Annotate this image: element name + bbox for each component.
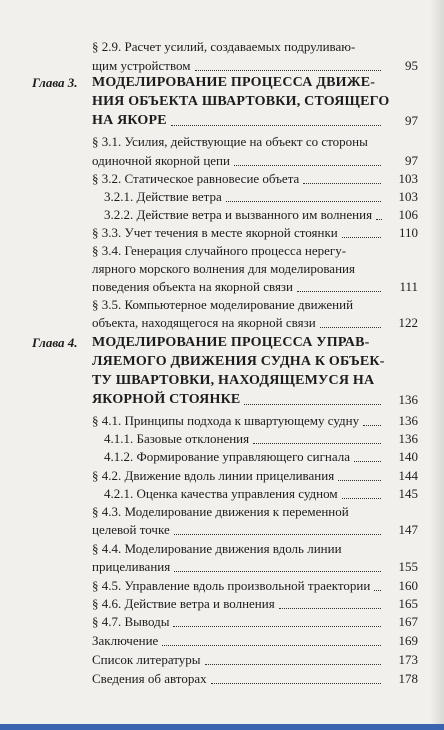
dot-leader bbox=[234, 164, 381, 166]
chapter-title-line bbox=[92, 112, 384, 130]
page-number: 140 bbox=[398, 449, 418, 464]
entry-text: § 3.3. Учет течения в месте якорной стоянки bbox=[92, 225, 338, 240]
entry-title-line bbox=[92, 296, 418, 314]
entry-text: поведения объекта на якорной связи bbox=[92, 279, 294, 294]
page-number: 147 bbox=[398, 522, 418, 537]
page-number: 122 bbox=[398, 315, 418, 330]
entry-title-line bbox=[92, 632, 384, 650]
page-number: 103 bbox=[398, 171, 418, 186]
entry-title-line bbox=[104, 430, 384, 448]
page-number: 136 bbox=[398, 431, 418, 446]
entry-text: § 4.5. Управление вдоль произвольной траектории bbox=[92, 578, 371, 593]
dot-leader bbox=[253, 442, 381, 444]
entry-title-line bbox=[92, 38, 418, 56]
entry-title-line bbox=[92, 260, 418, 278]
entry-text: 3.2.1. Действие ветра bbox=[104, 189, 222, 204]
entry-title-line bbox=[92, 521, 384, 539]
chapter-title-line bbox=[92, 93, 418, 111]
entry-title-line bbox=[92, 503, 418, 521]
page-number: 160 bbox=[398, 578, 418, 593]
dot-leader bbox=[171, 124, 381, 126]
entry-text: § 3.2. Статическое равновесие объета bbox=[92, 171, 300, 186]
entry-title-line bbox=[92, 613, 384, 631]
dot-leader bbox=[363, 424, 381, 426]
entry-text: Список литературы bbox=[92, 652, 201, 667]
page-number: 111 bbox=[399, 279, 418, 294]
dot-leader bbox=[376, 218, 382, 220]
dot-leader bbox=[174, 570, 381, 572]
entry-text: ТУ ШВАРТОВКИ, НАХОДЯЩЕМУСЯ НА bbox=[92, 373, 375, 388]
entry-title-line bbox=[104, 188, 384, 206]
dot-leader bbox=[342, 497, 381, 499]
dot-leader bbox=[374, 589, 381, 591]
entry-text: Заключение bbox=[92, 633, 159, 648]
entry-title-line bbox=[92, 540, 418, 558]
entry-text: § 4.2. Движение вдоль линии прицеливания bbox=[92, 468, 335, 483]
entry-text: § 4.4. Моделирование движения вдоль линии bbox=[92, 541, 342, 556]
entry-text: МОДЕЛИРОВАНИЕ ПРОЦЕССА УПРАВ- bbox=[92, 335, 370, 350]
dot-leader bbox=[297, 290, 381, 292]
entry-text: объекта, находящегося на якорной связи bbox=[92, 315, 316, 330]
dot-leader bbox=[320, 326, 381, 328]
entry-title-line bbox=[104, 485, 384, 503]
dot-leader bbox=[174, 533, 381, 535]
entry-text: лярного морского волнения для моделирования bbox=[92, 261, 355, 276]
chapter-title-line bbox=[92, 334, 418, 352]
chapter-title-line bbox=[92, 74, 418, 92]
page-number: 145 bbox=[398, 486, 418, 501]
entry-text: § 3.1. Усилия, действующие на объект со стороны bbox=[92, 134, 368, 149]
dot-leader bbox=[195, 69, 382, 71]
page-number: 110 bbox=[398, 225, 418, 240]
dot-leader bbox=[354, 460, 381, 462]
entry-text: Сведения об авторах bbox=[92, 671, 207, 686]
page-number: 173 bbox=[398, 652, 418, 667]
page-number: 144 bbox=[398, 468, 418, 483]
dot-leader bbox=[211, 682, 381, 684]
chapter-title-line bbox=[92, 372, 418, 390]
entry-title-line bbox=[92, 651, 384, 669]
entry-title-line bbox=[92, 467, 384, 485]
entry-title-line bbox=[104, 448, 384, 466]
page-edge-shadow bbox=[430, 0, 444, 730]
entry-text: 4.1.2. Формирование управляющего сигнала bbox=[104, 449, 350, 464]
page-number: 169 bbox=[398, 633, 418, 648]
entry-text: 4.2.1. Оценка качества управления судном bbox=[104, 486, 338, 501]
entry-title-line bbox=[92, 170, 384, 188]
entry-text: 4.1.1. Базовые отклонения bbox=[104, 431, 250, 446]
dot-leader bbox=[226, 200, 381, 202]
entry-title-line bbox=[92, 412, 384, 430]
entry-title-line bbox=[104, 206, 384, 224]
entry-text: НА ЯКОРЕ bbox=[92, 113, 167, 128]
page-number: 167 bbox=[398, 614, 418, 629]
chapter-title-line bbox=[92, 353, 418, 371]
dot-leader bbox=[342, 236, 381, 238]
entry-title-line bbox=[92, 224, 384, 242]
dot-leader bbox=[338, 479, 381, 481]
page-number: 178 bbox=[398, 671, 418, 686]
page-number: 136 bbox=[398, 392, 418, 407]
entry-text: НИЯ ОБЪЕКТА ШВАРТОВКИ, СТОЯЩЕГО bbox=[92, 94, 390, 109]
page-number: 103 bbox=[398, 189, 418, 204]
entry-text: § 4.7. Выводы bbox=[92, 614, 170, 629]
entry-text: ЯКОРНОЙ СТОЯНКЕ bbox=[92, 392, 241, 407]
entry-title-line bbox=[92, 577, 384, 595]
entry-text: § 4.1. Принципы подхода к швартующему судну bbox=[92, 413, 360, 428]
entry-title-line bbox=[92, 278, 384, 296]
chapter-title-line bbox=[92, 391, 384, 409]
entry-text: целевой точке bbox=[92, 522, 170, 537]
entry-title-line bbox=[92, 57, 384, 75]
entry-text: § 4.3. Моделирование движения к переменной bbox=[92, 504, 349, 519]
dot-leader bbox=[244, 403, 381, 405]
entry-text: ЛЯЕМОГО ДВИЖЕНИЯ СУДНА К ОБЪЕК- bbox=[92, 354, 385, 369]
entry-title-line bbox=[92, 558, 384, 576]
dot-leader bbox=[173, 625, 381, 627]
page-number: 106 bbox=[398, 207, 418, 222]
entry-title-line bbox=[92, 242, 418, 260]
entry-text: одиночной якорной цепи bbox=[92, 153, 230, 168]
page-number: 155 bbox=[398, 559, 418, 574]
dot-leader bbox=[162, 644, 381, 646]
entry-title-line bbox=[92, 314, 384, 332]
entry-text: прицеливания bbox=[92, 559, 171, 574]
page-number: 95 bbox=[405, 58, 418, 73]
page-number: 97 bbox=[405, 153, 418, 168]
entry-text: § 4.6. Действие ветра и волнения bbox=[92, 596, 275, 611]
entry-title-line bbox=[92, 152, 384, 170]
entry-text: щим устройством bbox=[92, 58, 191, 73]
entry-title-line bbox=[92, 670, 384, 688]
page-number: 165 bbox=[398, 596, 418, 611]
page-number: 136 bbox=[398, 413, 418, 428]
entry-text: МОДЕЛИРОВАНИЕ ПРОЦЕССА ДВИЖЕ- bbox=[92, 75, 376, 90]
entry-title-line bbox=[92, 595, 384, 613]
dot-leader bbox=[205, 663, 382, 665]
entry-text: 3.2.2. Действие ветра и вызванного им волнения bbox=[104, 207, 373, 222]
entry-text: § 2.9. Расчет усилий, создаваемых подруливаю- bbox=[92, 39, 356, 54]
entry-text: § 3.5. Компьютерное моделирование движений bbox=[92, 297, 354, 312]
dot-leader bbox=[279, 607, 381, 609]
dot-leader bbox=[303, 182, 381, 184]
chapter-label: Глава 3. bbox=[32, 75, 78, 90]
page-bottom-stripe bbox=[0, 724, 444, 730]
page-number: 97 bbox=[405, 113, 418, 128]
entry-title-line bbox=[92, 133, 418, 151]
entry-text: § 3.4. Генерация случайного процесса нерегу- bbox=[92, 243, 347, 258]
chapter-label: Глава 4. bbox=[32, 335, 78, 350]
